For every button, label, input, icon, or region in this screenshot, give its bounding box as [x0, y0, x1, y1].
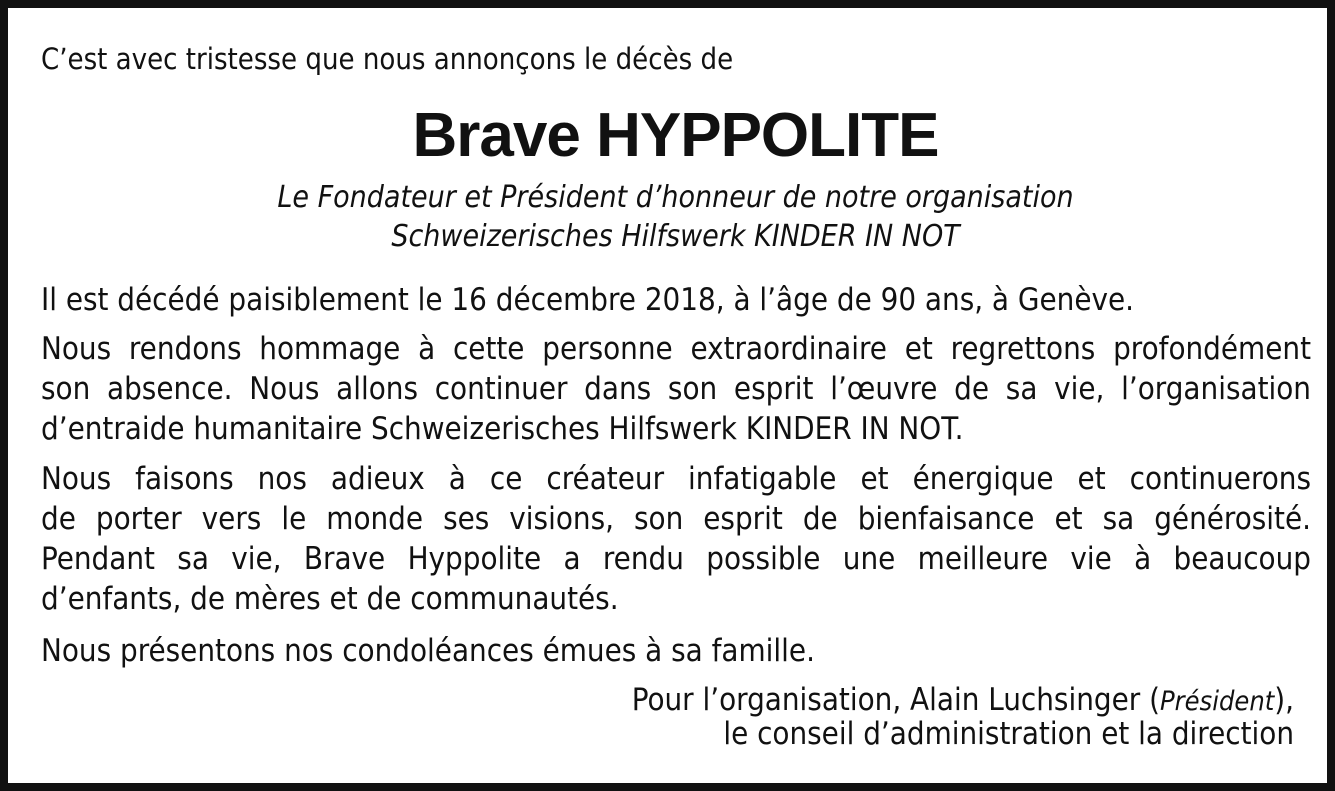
paragraph-farewell-line-3: Pendant sa vie, Brave Hyppolite a rendu possible une meilleure vie à beaucoup — [41, 541, 1311, 577]
paragraph-farewell-line-1: Nous faisons nos adieux à ce créateur infatigable et énergique et continuerons — [41, 461, 1311, 497]
paragraph-death: Il est décédé paisiblement le 16 décembre 2018, à l’âge de 90 ans, à Genève. — [41, 282, 1135, 318]
signature-suffix: ), — [1274, 682, 1294, 718]
paragraph-tribute-line-3: d’entraide humanitaire Schweizerisches Hilfswerk KINDER IN NOT. — [41, 411, 964, 447]
paragraph-condolences: Nous présentons nos condoléances émues à sa famille. — [41, 633, 815, 669]
paragraph-tribute-line-1: Nous rendons hommage à cette personne extraordinaire et regrettons profondément — [41, 331, 1311, 367]
signature-prefix: Pour l’organisation, Alain Luchsinger ( — [631, 682, 1160, 718]
signature-title: Président — [1159, 686, 1275, 717]
deceased-name: Brave HYPPOLITE — [412, 101, 939, 170]
signature-line-2: le conseil d’administration et la direction — [723, 716, 1294, 752]
subtitle-line-2: Schweizerisches Hilfswerk KINDER IN NOT — [391, 219, 960, 254]
subtitle-line-1: Le Fondateur et Président d’honneur de notre organisation — [277, 180, 1074, 215]
intro-text: C’est avec tristesse que nous annonçons le décès de — [41, 42, 734, 76]
paragraph-farewell-line-4: d’enfants, de mères et de communautés. — [41, 581, 619, 617]
paragraph-farewell-line-2: de porter vers le monde ses visions, son esprit de bienfaisance et sa générosité. — [41, 501, 1311, 537]
paragraph-tribute-line-2: son absence. Nous allons continuer dans son esprit l’œuvre de sa vie, l’organisation — [41, 371, 1311, 407]
